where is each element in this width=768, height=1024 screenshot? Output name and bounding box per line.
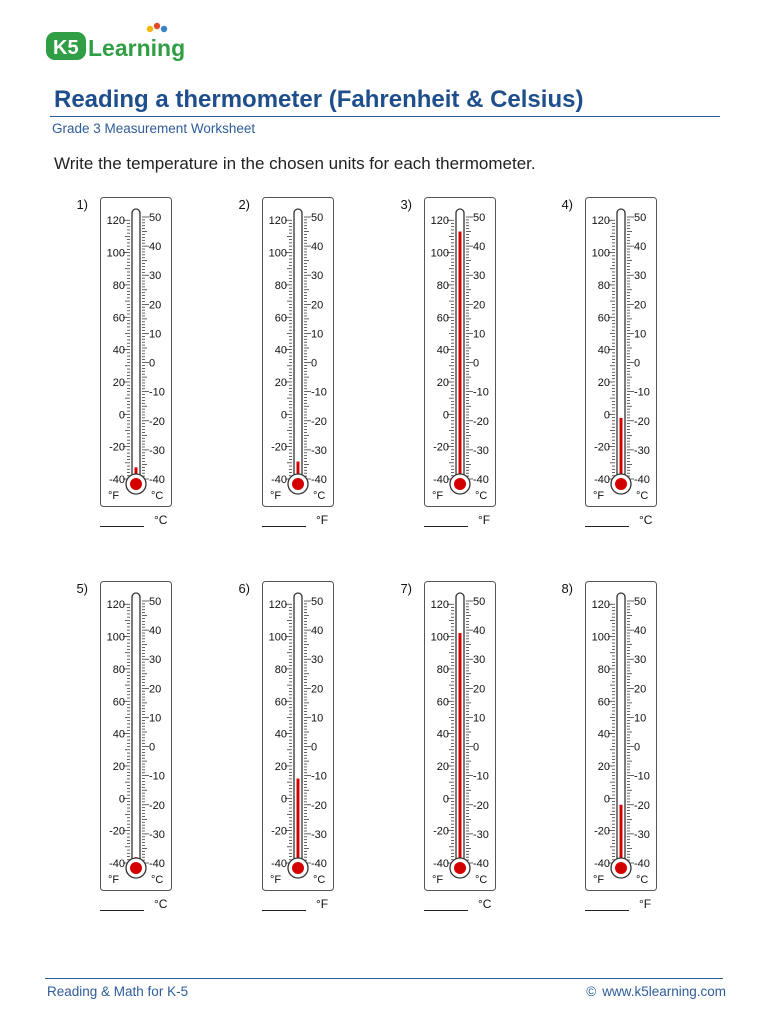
answer-blank[interactable] xyxy=(585,910,629,911)
svg-text:K5: K5 xyxy=(53,37,79,59)
fahrenheit-label: 20 xyxy=(112,376,125,389)
mercury-bulb xyxy=(130,862,142,874)
fahrenheit-label: -40 xyxy=(271,474,287,486)
celsius-label: -40 xyxy=(473,858,489,870)
celsius-label: 0 xyxy=(149,741,156,754)
fahrenheit-label: 40 xyxy=(112,728,125,741)
celsius-label: 10 xyxy=(149,328,162,341)
fahrenheit-label: 40 xyxy=(274,344,287,357)
celsius-label: 0 xyxy=(311,741,318,754)
thermometer-card xyxy=(262,197,334,507)
fahrenheit-label: 40 xyxy=(436,728,449,741)
fahrenheit-unit-label: °F xyxy=(108,874,120,886)
fahrenheit-label: 0 xyxy=(280,409,287,422)
fahrenheit-label: 0 xyxy=(280,793,287,806)
answer-unit: °C xyxy=(478,897,492,911)
problem-number: 6) xyxy=(238,581,250,596)
celsius-label: -30 xyxy=(634,444,650,457)
fahrenheit-label: -40 xyxy=(271,858,287,870)
answer-unit: °F xyxy=(478,513,491,527)
fahrenheit-label: 0 xyxy=(442,793,449,806)
footer-tagline: Reading & Math for K-5 xyxy=(47,984,189,999)
celsius-label: 20 xyxy=(149,299,162,312)
celsius-label: 50 xyxy=(311,212,324,224)
celsius-label: 50 xyxy=(149,596,162,608)
fahrenheit-label: 120 xyxy=(106,599,125,612)
thermometer-problem xyxy=(50,197,200,552)
celsius-label: -10 xyxy=(473,770,489,783)
mercury-bulb xyxy=(454,862,466,874)
celsius-label: 50 xyxy=(473,212,486,224)
fahrenheit-label: 60 xyxy=(112,312,125,325)
mercury-bulb xyxy=(454,478,466,490)
thermometer-card xyxy=(262,581,334,891)
problem-number: 5) xyxy=(76,581,88,596)
celsius-label: -10 xyxy=(311,386,327,399)
celsius-label: 20 xyxy=(473,299,486,312)
celsius-label: 20 xyxy=(473,683,486,696)
footer-rule xyxy=(45,978,723,979)
celsius-unit-label: °C xyxy=(313,874,326,886)
fahrenheit-label: 80 xyxy=(436,663,449,676)
fahrenheit-label: 80 xyxy=(274,279,287,292)
celsius-label: -40 xyxy=(634,474,650,486)
celsius-label: -10 xyxy=(634,386,650,399)
fahrenheit-label: -20 xyxy=(433,441,449,454)
fahrenheit-label: 80 xyxy=(274,663,287,676)
fahrenheit-label: 20 xyxy=(274,376,287,389)
mercury-bulb xyxy=(130,478,142,490)
celsius-label: -30 xyxy=(311,444,327,457)
fahrenheit-label: 40 xyxy=(112,344,125,357)
fahrenheit-label: 60 xyxy=(597,312,610,325)
thermometer-card xyxy=(585,581,657,891)
celsius-label: 40 xyxy=(311,241,324,254)
fahrenheit-label: 100 xyxy=(268,631,287,644)
fahrenheit-label: 40 xyxy=(597,344,610,357)
celsius-label: 50 xyxy=(311,596,324,608)
celsius-label: 40 xyxy=(634,625,647,638)
thermometer xyxy=(424,197,496,507)
celsius-label: 20 xyxy=(149,683,162,696)
mercury-column xyxy=(459,633,462,868)
fahrenheit-label: 100 xyxy=(430,247,449,260)
celsius-label: -20 xyxy=(473,415,489,428)
page-title: Reading a thermometer (Fahrenheit & Celsius) xyxy=(54,86,584,113)
fahrenheit-unit-label: °F xyxy=(593,490,605,502)
celsius-unit-label: °C xyxy=(475,490,488,502)
celsius-label: 10 xyxy=(634,712,647,725)
celsius-label: 40 xyxy=(149,625,162,638)
celsius-label: 40 xyxy=(311,625,324,638)
problem-number: 4) xyxy=(561,197,573,212)
celsius-label: -20 xyxy=(149,799,165,812)
fahrenheit-label: 20 xyxy=(436,376,449,389)
fahrenheit-label: 100 xyxy=(591,631,610,644)
fahrenheit-label: -40 xyxy=(594,858,610,870)
answer-blank[interactable] xyxy=(100,910,144,911)
fahrenheit-unit-label: °F xyxy=(108,490,120,502)
fahrenheit-label: 80 xyxy=(597,663,610,676)
answer-unit: °C xyxy=(154,513,168,527)
answer-blank[interactable] xyxy=(424,526,468,527)
celsius-label: 50 xyxy=(473,596,486,608)
celsius-label: 10 xyxy=(634,328,647,341)
fahrenheit-label: 120 xyxy=(268,215,287,228)
celsius-label: -10 xyxy=(473,386,489,399)
celsius-label: 20 xyxy=(634,683,647,696)
mercury-bulb xyxy=(292,478,304,490)
fahrenheit-label: -40 xyxy=(109,474,125,486)
fahrenheit-label: 80 xyxy=(597,279,610,292)
celsius-unit-label: °C xyxy=(636,874,649,886)
thermometer-problem xyxy=(535,197,685,552)
thermometer-card xyxy=(424,197,496,507)
celsius-label: -40 xyxy=(149,474,165,486)
celsius-label: 40 xyxy=(473,625,486,638)
fahrenheit-label: 0 xyxy=(603,793,610,806)
problem-number: 2) xyxy=(238,197,250,212)
celsius-label: 10 xyxy=(473,328,486,341)
thermometer-card xyxy=(585,197,657,507)
celsius-label: -10 xyxy=(149,386,165,399)
fahrenheit-label: 100 xyxy=(106,247,125,260)
celsius-label: 0 xyxy=(634,357,641,370)
answer-blank[interactable] xyxy=(262,910,306,911)
celsius-label: 0 xyxy=(149,357,156,370)
page-subtitle: Grade 3 Measurement Worksheet xyxy=(52,121,256,136)
fahrenheit-label: 0 xyxy=(118,409,125,422)
thermometer-problem xyxy=(212,581,362,936)
fahrenheit-label: -40 xyxy=(109,858,125,870)
celsius-label: 50 xyxy=(634,596,647,608)
celsius-unit-label: °C xyxy=(151,874,164,886)
thermometer-problem xyxy=(535,581,685,936)
celsius-unit-label: °C xyxy=(313,490,326,502)
fahrenheit-label: -20 xyxy=(271,441,287,454)
instructions-text: Write the temperature in the chosen units for each thermometer. xyxy=(54,154,536,173)
answer-unit: °F xyxy=(316,897,329,911)
celsius-label: -30 xyxy=(473,828,489,841)
fahrenheit-label: 80 xyxy=(112,279,125,292)
answer-unit: °C xyxy=(154,897,168,911)
thermometer xyxy=(100,581,172,891)
celsius-label: 10 xyxy=(311,328,324,341)
fahrenheit-label: -20 xyxy=(109,441,125,454)
celsius-label: 50 xyxy=(149,212,162,224)
fahrenheit-label: -20 xyxy=(271,825,287,838)
fahrenheit-label: 20 xyxy=(597,376,610,389)
thermometer-tube xyxy=(294,209,302,484)
footer-website[interactable] xyxy=(586,984,726,999)
problem-number: 1) xyxy=(76,197,88,212)
header-rule xyxy=(50,116,720,117)
celsius-label: 30 xyxy=(149,654,162,667)
thermometer-problem xyxy=(212,197,362,552)
fahrenheit-label: -20 xyxy=(433,825,449,838)
mercury-bulb xyxy=(615,478,627,490)
thermometer xyxy=(585,197,657,507)
fahrenheit-label: 40 xyxy=(597,728,610,741)
fahrenheit-label: 0 xyxy=(118,793,125,806)
thermometer-problem xyxy=(374,197,524,552)
fahrenheit-label: 20 xyxy=(436,760,449,773)
fahrenheit-label: 60 xyxy=(274,312,287,325)
celsius-label: -20 xyxy=(311,799,327,812)
fahrenheit-label: 0 xyxy=(603,409,610,422)
celsius-label: 0 xyxy=(473,741,480,754)
celsius-label: 0 xyxy=(311,357,318,370)
answer-unit: °F xyxy=(639,897,652,911)
celsius-label: -40 xyxy=(311,858,327,870)
thermometer-card xyxy=(424,581,496,891)
fahrenheit-label: 100 xyxy=(268,247,287,260)
celsius-label: -10 xyxy=(634,770,650,783)
fahrenheit-unit-label: °F xyxy=(270,490,282,502)
answer-blank[interactable] xyxy=(424,910,468,911)
thermometer-problem xyxy=(374,581,524,936)
celsius-label: -20 xyxy=(473,799,489,812)
fahrenheit-label: 120 xyxy=(591,599,610,612)
celsius-label: 40 xyxy=(473,241,486,254)
celsius-label: -40 xyxy=(473,474,489,486)
celsius-label: -20 xyxy=(634,415,650,428)
thermometer xyxy=(585,581,657,891)
celsius-label: -40 xyxy=(634,858,650,870)
celsius-label: -20 xyxy=(311,415,327,428)
k5-learning-logo xyxy=(44,22,199,64)
answer-unit: °F xyxy=(316,513,329,527)
fahrenheit-label: -40 xyxy=(433,474,449,486)
fahrenheit-label: 20 xyxy=(112,760,125,773)
thermometer-card xyxy=(100,581,172,891)
celsius-unit-label: °C xyxy=(475,874,488,886)
celsius-label: 10 xyxy=(149,712,162,725)
fahrenheit-label: -20 xyxy=(594,825,610,838)
fahrenheit-label: 120 xyxy=(430,599,449,612)
celsius-label: -30 xyxy=(634,828,650,841)
celsius-label: -30 xyxy=(149,444,165,457)
celsius-label: 30 xyxy=(634,270,647,283)
celsius-label: 20 xyxy=(311,683,324,696)
celsius-label: -40 xyxy=(311,474,327,486)
celsius-label: 30 xyxy=(311,270,324,283)
fahrenheit-label: 120 xyxy=(430,215,449,228)
footer-url: www.k5learning.com xyxy=(602,984,726,999)
thermometer xyxy=(424,581,496,891)
celsius-label: 30 xyxy=(473,654,486,667)
celsius-label: -20 xyxy=(634,799,650,812)
celsius-label: -30 xyxy=(149,828,165,841)
celsius-label: -30 xyxy=(311,828,327,841)
fahrenheit-unit-label: °F xyxy=(432,490,444,502)
celsius-label: 50 xyxy=(634,212,647,224)
fahrenheit-unit-label: °F xyxy=(593,874,605,886)
celsius-label: -20 xyxy=(149,415,165,428)
thermometer-tube xyxy=(132,593,140,868)
fahrenheit-label: 0 xyxy=(442,409,449,422)
fahrenheit-label: 120 xyxy=(106,215,125,228)
thermometer-tube xyxy=(132,209,140,484)
fahrenheit-label: -40 xyxy=(594,474,610,486)
celsius-label: 20 xyxy=(634,299,647,312)
fahrenheit-label: 100 xyxy=(591,247,610,260)
fahrenheit-label: 80 xyxy=(112,663,125,676)
fahrenheit-label: 100 xyxy=(430,631,449,644)
celsius-label: -10 xyxy=(311,770,327,783)
mercury-bulb xyxy=(615,862,627,874)
celsius-label: 30 xyxy=(473,270,486,283)
fahrenheit-label: 60 xyxy=(274,696,287,709)
fahrenheit-label: 60 xyxy=(436,312,449,325)
fahrenheit-label: 60 xyxy=(112,696,125,709)
fahrenheit-label: 20 xyxy=(274,760,287,773)
fahrenheit-label: 40 xyxy=(436,344,449,357)
celsius-label: 10 xyxy=(473,712,486,725)
mercury-column xyxy=(459,232,462,484)
celsius-label: -30 xyxy=(473,444,489,457)
fahrenheit-label: -20 xyxy=(109,825,125,838)
celsius-label: -40 xyxy=(149,858,165,870)
thermometer-card xyxy=(100,197,172,507)
celsius-label: 30 xyxy=(634,654,647,667)
answer-blank[interactable] xyxy=(100,526,144,527)
fahrenheit-label: 60 xyxy=(436,696,449,709)
celsius-label: 30 xyxy=(149,270,162,283)
celsius-label: 0 xyxy=(634,741,641,754)
celsius-unit-label: °C xyxy=(151,490,164,502)
mercury-bulb xyxy=(292,862,304,874)
mercury-column xyxy=(297,779,300,868)
celsius-label: 0 xyxy=(473,357,480,370)
thermometer xyxy=(262,581,334,891)
fahrenheit-label: 80 xyxy=(436,279,449,292)
fahrenheit-label: 40 xyxy=(274,728,287,741)
celsius-label: 30 xyxy=(311,654,324,667)
problem-number: 3) xyxy=(400,197,412,212)
fahrenheit-label: -40 xyxy=(433,858,449,870)
celsius-label: 20 xyxy=(311,299,324,312)
fahrenheit-label: 60 xyxy=(597,696,610,709)
fahrenheit-label: 100 xyxy=(106,631,125,644)
celsius-unit-label: °C xyxy=(636,490,649,502)
celsius-label: 40 xyxy=(149,241,162,254)
fahrenheit-label: 120 xyxy=(591,215,610,228)
answer-blank[interactable] xyxy=(262,526,306,527)
fahrenheit-label: 20 xyxy=(597,760,610,773)
answer-unit: °C xyxy=(639,513,653,527)
thermometer xyxy=(262,197,334,507)
copyright-symbol: © xyxy=(586,984,597,999)
answer-blank[interactable] xyxy=(585,526,629,527)
celsius-label: -10 xyxy=(149,770,165,783)
fahrenheit-label: -20 xyxy=(594,441,610,454)
thermometer-problem xyxy=(50,581,200,936)
thermometer xyxy=(100,197,172,507)
fahrenheit-unit-label: °F xyxy=(432,874,444,886)
svg-text:Learning: Learning xyxy=(88,35,186,61)
celsius-label: 40 xyxy=(634,241,647,254)
problem-number: 8) xyxy=(561,581,573,596)
fahrenheit-unit-label: °F xyxy=(270,874,282,886)
problem-number: 7) xyxy=(400,581,412,596)
fahrenheit-label: 120 xyxy=(268,599,287,612)
celsius-label: 10 xyxy=(311,712,324,725)
